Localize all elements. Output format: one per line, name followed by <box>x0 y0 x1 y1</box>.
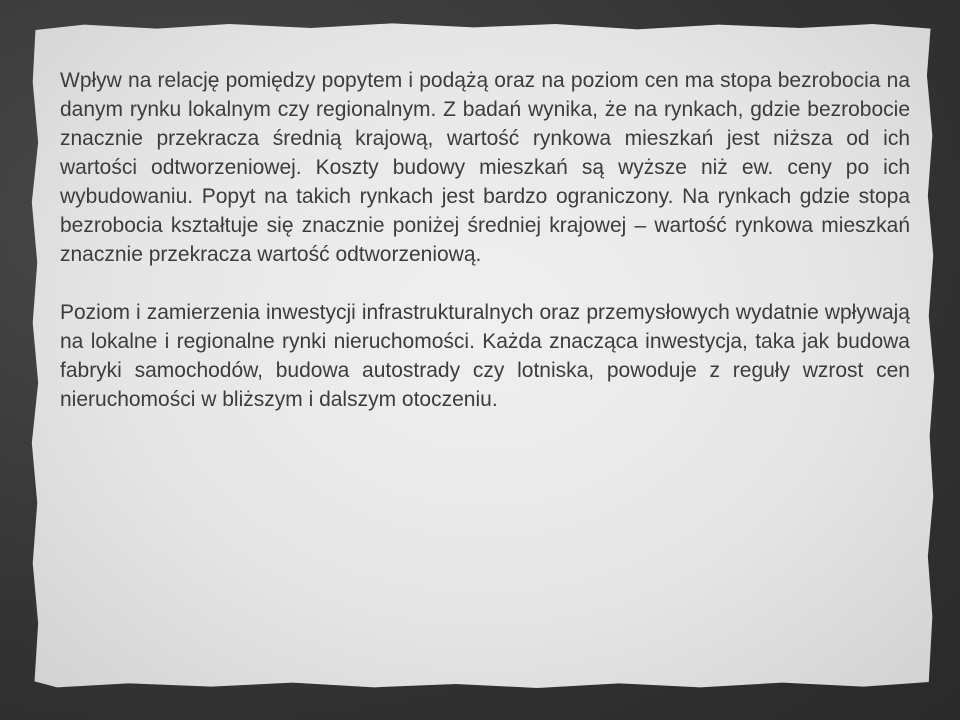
paragraph-unemployment: Wpływ na relację pomiędzy popytem i podążą oraz na poziom cen ma stopa bezrobocia na danym rynku lokalnym czy regionalnym. Z badań wynika, że na rynkach, gdzie bezrobocie znacznie przekracza średnią krajową, wartość rynkowa mieszkań jest niższa od ich wartości odtworzeniowej. Koszty budowy mieszkań są wyższe niż ew. ceny po ich wybudowaniu. Popyt na takich rynkach jest bardzo ograniczony. Na rynkach gdzie stopa bezrobocia kształtuje się znacznie poniżej średniej krajowej – wartość rynkowa mieszkań znacznie przekracza wartość odtworzeniową. <box>60 69 910 266</box>
paragraph-investments: Poziom i zamierzenia inwestycji infrastrukturalnych oraz przemysłowych wydatnie wpływają na lokalne i regionalne rynki nieruchomości. Każda znacząca inwestycja, taka jak budowa fabryki samochodów, budowa autostrady czy lotniska, powoduje z reguły wzrost cen nieruchomości w bliższym i dalszym otoczeniu. <box>60 301 910 411</box>
slide-text-body <box>60 66 910 443</box>
